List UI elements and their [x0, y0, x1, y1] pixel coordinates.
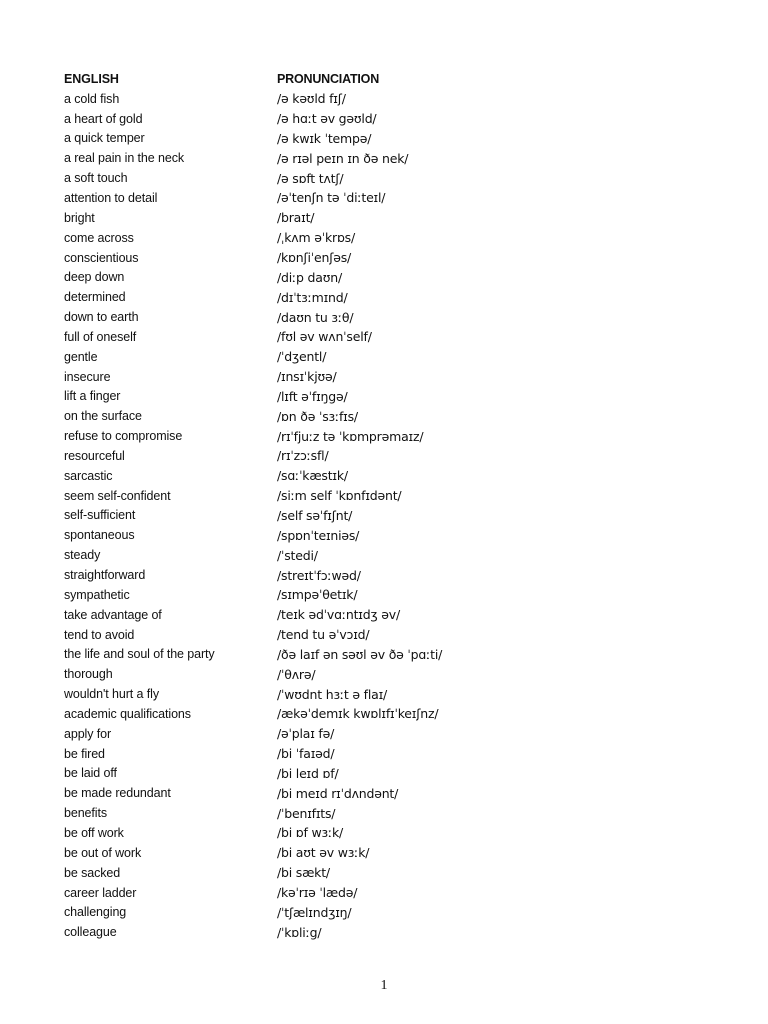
table-row	[64, 109, 724, 129]
table-row	[64, 367, 724, 387]
vocabulary-table	[64, 69, 724, 942]
table-row	[64, 883, 724, 903]
table-row	[64, 922, 724, 942]
english-term: career ladder	[64, 885, 137, 900]
table-row	[64, 843, 724, 863]
english-term: on the surface	[64, 409, 142, 424]
english-term: insecure	[64, 369, 111, 384]
english-term: full of oneself	[64, 329, 137, 344]
table-row	[64, 208, 724, 228]
table-row	[64, 644, 724, 664]
table-header	[64, 69, 724, 89]
table-row	[64, 704, 724, 724]
english-column-header: ENGLISH	[64, 71, 119, 86]
pronunciation-text: /bi meɪd rɪˈdʌndənt/	[277, 785, 399, 801]
english-term: wouldn't hurt a fly	[64, 687, 159, 702]
table-row	[64, 605, 724, 625]
pronunciation-text: /spɒnˈteɪniəs/	[277, 527, 360, 543]
pronunciation-text: /ækəˈdemɪk kwɒlɪfɪˈkeɪʃnz/	[277, 706, 439, 722]
pronunciation-text: /ˈθʌrə/	[277, 666, 316, 682]
english-term: be made redundant	[64, 786, 171, 801]
pronunciation-text: /dɪˈtɜːmɪnd/	[277, 289, 348, 305]
page-number: 1	[380, 978, 388, 993]
table-row	[64, 89, 724, 109]
table-row	[64, 525, 724, 545]
pronunciation-text: /ɪnsɪˈkjʊə/	[277, 369, 337, 385]
english-term: benefits	[64, 806, 107, 821]
english-term: down to earth	[64, 310, 139, 325]
pronunciation-text: /ə hɑːt əv gəʊld/	[277, 111, 377, 127]
pronunciation-text: /ə rɪəl peɪn ɪn ðə nek/	[277, 150, 409, 166]
table-row	[64, 664, 724, 684]
pronunciation-text: /ə sɒft tʌtʃ/	[277, 170, 344, 186]
english-term: self-sufficient	[64, 508, 136, 523]
english-term: a quick temper	[64, 131, 145, 146]
table-row	[64, 823, 724, 843]
pronunciation-text: /ˈkɒliːg/	[277, 924, 322, 940]
english-term: colleague	[64, 925, 117, 940]
english-term: be sacked	[64, 865, 121, 880]
table-row	[64, 486, 724, 506]
pronunciation-text: /ˈtʃælɪndʒɪŋ/	[277, 904, 352, 920]
english-term: refuse to compromise	[64, 429, 183, 444]
table-row	[64, 228, 724, 248]
pronunciation-text: /bi sækt/	[277, 865, 330, 881]
table-row	[64, 506, 724, 526]
table-row	[64, 625, 724, 645]
table-row	[64, 347, 724, 367]
english-term: be fired	[64, 746, 105, 761]
pronunciation-text: /bi ˈfaɪəd/	[277, 746, 335, 762]
table-row	[64, 803, 724, 823]
pronunciation-text: /ˈdʒentl/	[277, 349, 327, 365]
pronunciation-text: /siːm self ˈkɒnfɪdənt/	[277, 488, 402, 504]
english-term: sarcastic	[64, 468, 113, 483]
english-term: spontaneous	[64, 528, 135, 543]
pronunciation-text: /ə kəʊld fɪʃ/	[277, 91, 346, 107]
table-row	[64, 783, 724, 803]
pronunciation-text: /kəˈrɪə ˈlædə/	[277, 885, 358, 901]
table-row	[64, 188, 724, 208]
pronunciation-text: /diːp daʊn/	[277, 269, 342, 285]
english-term: straightforward	[64, 568, 146, 583]
table-row	[64, 585, 724, 605]
pronunciation-text: /bi leɪd ɒf/	[277, 765, 339, 781]
table-row	[64, 446, 724, 466]
pronunciation-text: /rɪˈfjuːz tə ˈkɒmprəmaɪz/	[277, 428, 424, 444]
english-term: lift a finger	[64, 389, 121, 404]
english-term: deep down	[64, 270, 125, 285]
pronunciation-text: /ˈbenɪfɪts/	[277, 805, 336, 821]
table-row	[64, 466, 724, 486]
pronunciation-text: /streɪtˈfɔːwəd/	[277, 567, 361, 583]
pronunciation-text: /bi ɒf wɜːk/	[277, 825, 344, 841]
pronunciation-text: /self səˈfɪʃnt/	[277, 507, 353, 523]
table-row	[64, 287, 724, 307]
pronunciation-text: /əˈtenʃn tə ˈdiːteɪl/	[277, 190, 386, 206]
english-term: be laid off	[64, 766, 117, 781]
pronunciation-text: /əˈplaɪ fə/	[277, 726, 335, 742]
pronunciation-text: /ˈstedi/	[277, 547, 318, 563]
table-row	[64, 248, 724, 268]
table-row	[64, 744, 724, 764]
english-term: a soft touch	[64, 171, 128, 186]
table-row	[64, 565, 724, 585]
pronunciation-text: /ðə laɪf ən səʊl əv ðə ˈpɑːti/	[277, 646, 443, 662]
english-term: sympathetic	[64, 587, 130, 602]
english-term: be off work	[64, 825, 124, 840]
english-term: thorough	[64, 667, 113, 682]
pronunciation-text: /lɪft əˈfɪŋgə/	[277, 388, 348, 404]
table-row	[64, 684, 724, 704]
pronunciation-text: /ə kwɪk ˈtempə/	[277, 130, 372, 146]
table-row	[64, 267, 724, 287]
english-term: be out of work	[64, 845, 142, 860]
table-row	[64, 129, 724, 149]
pronunciation-text: /braɪt/	[277, 210, 315, 226]
pronunciation-text: /rɪˈzɔːsfl/	[277, 448, 329, 464]
english-term: resourceful	[64, 448, 125, 463]
english-term: take advantage of	[64, 607, 162, 622]
english-term: attention to detail	[64, 190, 158, 205]
pronunciation-text: /tend tu əˈvɔɪd/	[277, 627, 370, 643]
table-row	[64, 863, 724, 883]
table-row	[64, 387, 724, 407]
english-term: academic qualifications	[64, 706, 191, 721]
english-term: apply for	[64, 726, 112, 741]
english-term: seem self-confident	[64, 488, 171, 503]
pronunciation-text: /kɒnʃiˈenʃəs/	[277, 250, 352, 266]
pronunciation-column-header: PRONUNCIATION	[277, 71, 380, 86]
table-row	[64, 168, 724, 188]
pronunciation-text: /bi aʊt əv wɜːk/	[277, 845, 370, 861]
english-term: come across	[64, 230, 134, 245]
pronunciation-text: /ˌkʌm əˈkrɒs/	[277, 230, 355, 246]
english-term: challenging	[64, 905, 127, 920]
table-row	[64, 764, 724, 784]
pronunciation-text: /teɪk ədˈvɑːntɪdʒ əv/	[277, 607, 400, 623]
pronunciation-text: /ɒn ðə ˈsɜːfɪs/	[277, 408, 358, 424]
english-term: the life and soul of the party	[64, 647, 215, 662]
pronunciation-text: /sɑːˈkæstɪk/	[277, 468, 348, 484]
table-row	[64, 327, 724, 347]
table-row	[64, 426, 724, 446]
english-term: a heart of gold	[64, 111, 143, 126]
table-row	[64, 902, 724, 922]
pronunciation-text: /sɪmpəˈθetɪk/	[277, 587, 358, 603]
table-row	[64, 724, 724, 744]
pronunciation-text: /fʊl əv wʌnˈself/	[277, 329, 372, 345]
english-term: tend to avoid	[64, 627, 135, 642]
pronunciation-text: /ˈwʊdnt hɜːt ə flaɪ/	[277, 686, 388, 702]
pronunciation-text: /daʊn tu ɜːθ/	[277, 309, 354, 325]
vocabulary-rows	[64, 89, 724, 942]
english-term: steady	[64, 548, 101, 563]
table-row	[64, 307, 724, 327]
table-row	[64, 148, 724, 168]
english-term: conscientious	[64, 250, 139, 265]
english-term: a real pain in the neck	[64, 151, 185, 166]
table-row	[64, 545, 724, 565]
table-row	[64, 406, 724, 426]
english-term: determined	[64, 290, 126, 305]
english-term: bright	[64, 210, 95, 225]
english-term: gentle	[64, 349, 98, 364]
english-term: a cold fish	[64, 91, 120, 106]
